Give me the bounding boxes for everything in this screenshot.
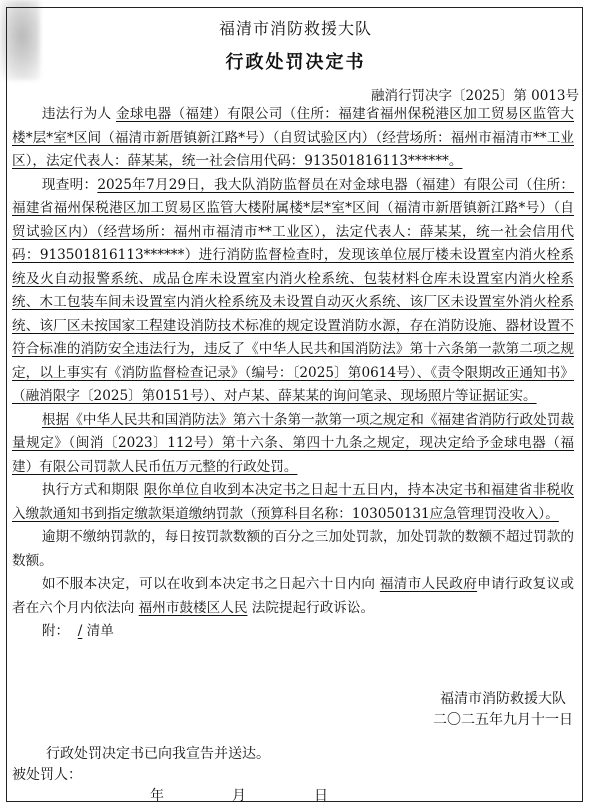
- execution-paragraph: [12, 479, 574, 526]
- attachment-line: 附： / 清单: [41, 623, 114, 639]
- appeal-paragraph: 如不服本决定，可以在收到本决定书之日起六十日内向 福清市人民政府申请行政复议或者在六个月内依法向 福州市鼓楼区人民 法院提起行政诉讼。: [12, 576, 575, 616]
- overdue-paragraph: 逾期不缴纳罚款的，每日按罚款数额的百分之三加处罚款，加处罚款的数额不超过罚款的数额。: [12, 529, 574, 569]
- execution-prefix: 执行方式和期限: [41, 482, 140, 498]
- findings-details: 2025年7月29日，我大队消防监督员在对金球电器（福建）有限公司（住所：福建省福州保税港区加工贸易区监管大楼附属楼*层*室*区间（福清市新厝镇新江路*号）（自贸试验区内）（经营场所：福州市福清市**工业区），法定代表人：薛某某，统一社会信用代码：913501816113******）进行消防监督检查时，发现该单位展厅楼未设置室内消火栓系统及火自动报警系统、成品仓库未设置室内消火栓系统、包装材料仓库未设置室内消火栓系统、木工包装车间未设置室内消火栓系统及未设置自动灭火系统、该厂区未设置室外消火栓系统、该厂区未按国家工程建设消防技术标准的规定设置消防水源，存在消防设施、器材设置不符合标准的消防安全违法行为，违反了《中华人民共和国消防法》第十六条第一款第二项之规定，以上事实有《消防监督检查记录》（编号：〔2025〕第0614号）、《责令限期改正通知书》（融消限字〔2025〕第0151号）、对卢某、薛某某的询问笔录、现场照片等证据证实。: [12, 176, 574, 404]
- signature-date: 二〇二五年九月十一日: [433, 712, 573, 728]
- issuing-agency: 福清市消防救援大队: [218, 19, 372, 38]
- party-paragraph: [12, 103, 574, 174]
- court-name: 福州市鼓楼区人民: [138, 599, 248, 616]
- attachment-count: /: [77, 623, 83, 639]
- signature-agency: 福清市消防救援大队: [440, 691, 566, 707]
- review-authority: 福清市人民政府: [379, 576, 478, 592]
- findings-prefix: 现查明：: [41, 176, 98, 193]
- party-prefix: 违法行为人: [41, 106, 112, 122]
- party-details: 金球电器（福建）有限公司（住所：福建省福州保税港区加工贸易区监管大楼*层*室*区间（福清市新厝镇新江路*号）（自贸试验区内）（经营场所：福州市福清市**工业区），法定代表人：薛某某，统一社会信用代码：913501816113******。: [12, 106, 575, 169]
- document-title: 行政处罚决定书: [225, 52, 366, 73]
- recipient-label: 被处罚人：: [12, 767, 82, 783]
- delivery-notice: 行政处罚决定书已向我宣告并送达。: [46, 746, 270, 762]
- year-label: 年: [150, 788, 164, 804]
- execution-details: 限你单位自收到本决定书之日起十五日内，持本决定书和福建省非税收入缴款通知书到指定缴款渠道缴纳罚款（预算科目名称：103050131应急管理罚没收入）。: [12, 482, 575, 522]
- findings-paragraph: [12, 174, 574, 409]
- document-body: [12, 103, 574, 644]
- month-label: 月: [232, 788, 246, 804]
- decision-details: 根据《中华人民共和国消防法》第六十条第一款第一项之规定和《福建省消防行政处罚裁量规定》（闽消〔2023〕112号）第十六条、第四十九条之规定，现决定给予金球电器（福建）有限公司罚款人民币伍万元整的行政处罚。: [12, 411, 574, 475]
- decision-paragraph: [12, 409, 574, 480]
- signature-block: [433, 689, 573, 731]
- document-number: 融消行罚决字〔2025〕第 0013号: [370, 88, 579, 104]
- day-label: 日: [314, 788, 328, 804]
